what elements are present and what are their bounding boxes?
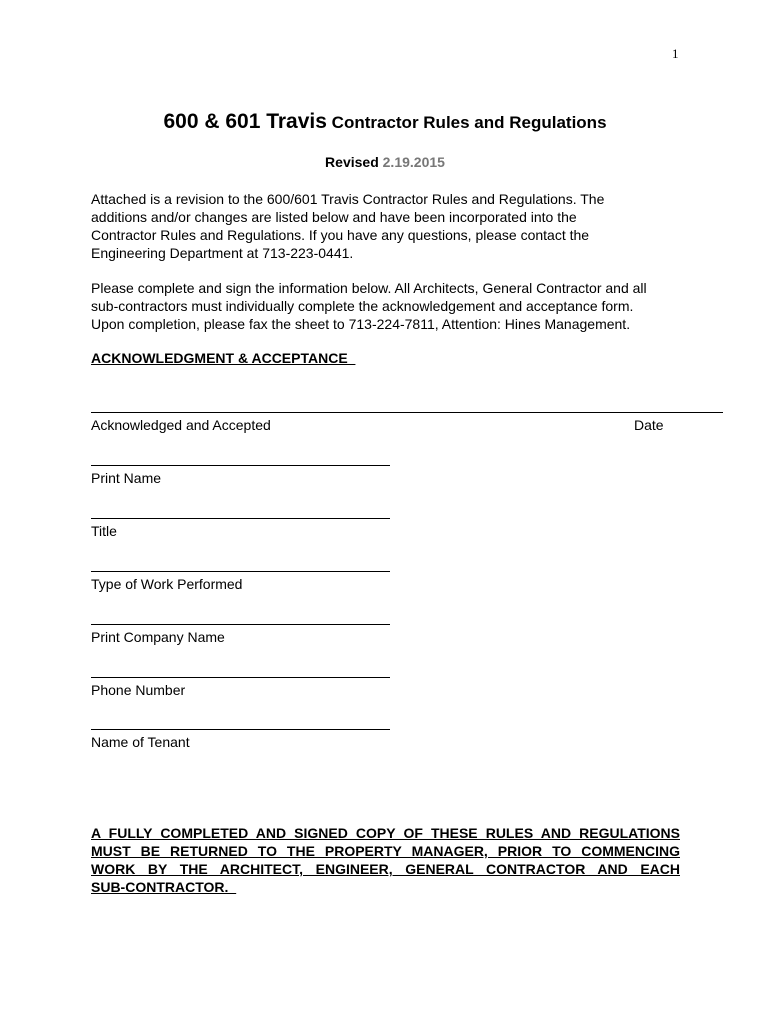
- tenant-name-label: Name of Tenant: [91, 734, 190, 750]
- date-label: Date: [634, 417, 664, 433]
- company-name-line[interactable]: [91, 624, 390, 625]
- type-of-work-line[interactable]: [91, 571, 390, 572]
- company-name-label: Print Company Name: [91, 629, 225, 645]
- intro-line: Attached is a revision to the 600/601 Travis Contractor Rules and Regulations. The: [91, 191, 605, 207]
- notice-line: WORK BY THE ARCHITECT, ENGINEER, GENERAL CONTRACTOR AND EACH: [91, 861, 680, 877]
- notice-line: A FULLY COMPLETED AND SIGNED COPY OF THESE RULES AND REGULATIONS: [91, 825, 680, 841]
- intro-line: additions and/or changes are listed below and have been incorporated into the: [91, 209, 577, 225]
- title-property: 600 & 601 Travis: [163, 110, 327, 133]
- intro-line: Contractor Rules and Regulations. If you have any questions, please contact the: [91, 227, 590, 243]
- acknowledgment-heading: ACKNOWLEDGMENT & ACCEPTANCE: [91, 350, 356, 366]
- acknowledged-label: Acknowledged and Accepted: [91, 417, 271, 433]
- revision-line: [0, 154, 770, 170]
- title-label: Title: [91, 523, 117, 539]
- instructions-line: Please complete and sign the information below. All Architects, General Contractor and all: [91, 280, 647, 296]
- signature-line-acknowledged[interactable]: [91, 412, 723, 413]
- notice-paragraph: [91, 824, 680, 896]
- page-title: [0, 110, 770, 134]
- phone-number-label: Phone Number: [91, 682, 186, 698]
- print-name-line[interactable]: [91, 465, 390, 466]
- title-document: Contractor Rules and Regulations: [326, 113, 607, 132]
- title-line[interactable]: [91, 518, 390, 519]
- notice-line: MUST BE RETURNED TO THE PROPERTY MANAGER, PRIOR TO COMMENCING: [91, 843, 680, 859]
- instructions-line: sub-contractors must individually complete the acknowledgement and acceptance form.: [91, 298, 634, 314]
- type-of-work-label: Type of Work Performed: [91, 576, 243, 592]
- instructions-line: Upon completion, please fax the sheet to 713-224-7811, Attention: Hines Management.: [91, 316, 631, 332]
- print-name-label: Print Name: [91, 470, 162, 486]
- tenant-name-line[interactable]: [91, 729, 390, 730]
- notice-line: SUB-CONTRACTOR.: [91, 879, 237, 895]
- revised-date: 2.19.2015: [382, 154, 445, 170]
- page-number: 1: [672, 46, 679, 61]
- intro-line: Engineering Department at 713-223-0441.: [91, 245, 354, 261]
- phone-number-line[interactable]: [91, 677, 390, 678]
- intro-paragraph: [91, 190, 691, 262]
- revised-label: Revised: [325, 154, 383, 170]
- instructions-paragraph: [91, 279, 691, 333]
